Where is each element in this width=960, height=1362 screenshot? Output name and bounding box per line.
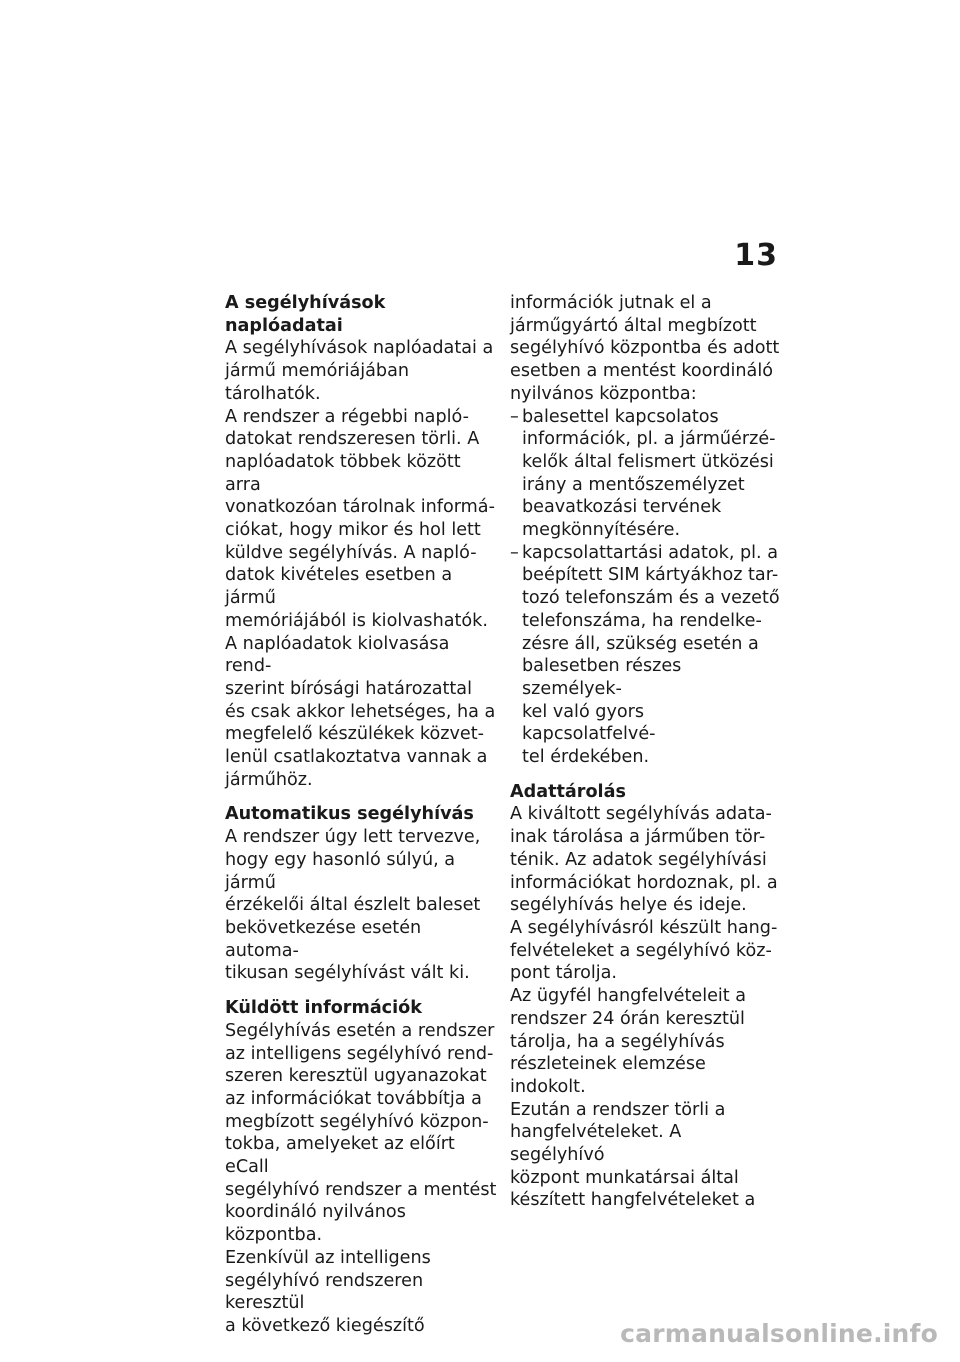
paragraph: A rendszer úgy lett tervezve, hogy egy hasonló súlyú, a jármű érzékelői által észlelt baleset bekövetkezése esetén automa- tikusan segélyhívást vált ki.	[225, 827, 481, 984]
paragraph: információk jutnak el a járműgyártó által megbízott segélyhívó központba és adott esetben a mentést koordináló nyilvános központba:	[510, 293, 780, 404]
watermark: carmanualsonline.info	[620, 1319, 938, 1348]
paragraph: Ezenkívül az intelligens segélyhívó rendszeren keresztül a következő kiegészítő	[225, 1247, 431, 1336]
paragraph: A segélyhívások naplóadatai a jármű memóriájában tárolhatók. A rendszer a régebbi napló- datokat rendszeresen törli. A naplóadatok többek között arra vonatkozóan tárolnak informá- ciókat, hogy mikor és hol lett küldve segélyhívás. A napló- datok kivételes esetben a jármű memóriájából is kiolvashatók.	[225, 338, 495, 631]
right-column	[510, 292, 780, 1212]
paragraph: A segélyhívásról készült hang- felvételeket a segélyhívó köz- pont tárolja.	[510, 917, 778, 984]
left-column	[225, 292, 497, 1338]
paragraph: Az ügyfél hangfelvételeit a rendszer 24 órán keresztül tárolja, ha a segélyhívás részleteinek elemzése indokolt. Ezután a rendszer törli a hangfelvételeket. A segélyhívó központ munkatársai által készített hangfelvételeket a	[510, 986, 756, 1211]
section-heading-data-storage: Adattárolás	[510, 781, 626, 802]
section-heading-sent-info: Küldött információk	[225, 998, 422, 1019]
section-heading-log-data: A segélyhívások naplóadatai	[225, 293, 386, 336]
section-heading-automatic-call: Automatikus segélyhívás	[225, 804, 474, 825]
list-item: – balesettel kapcsolatos információk, pl. a járműérzé- kelők által felismert ütközési irány a mentőszemélyzet beavatkozási tervének megkönnyítésére.	[510, 406, 780, 542]
page-number: 13	[734, 238, 778, 273]
paragraph: A kiváltott segélyhívás adata- inak tárolása a járműben tör- ténik. Az adatok segélyhívási információkat hordoznak, pl. a segélyhívás helye és ideje.	[510, 804, 778, 916]
paragraph: Segélyhívás esetén a rendszer az intelligens segélyhívó rend- szeren keresztül ugyanazokat az információkat továbbítja a megbízott segélyhívó közpon- tokba, amelyeket az előírt eCall segélyhívó rendszer a mentést koordináló nyilvános központba.	[225, 1020, 497, 1246]
list-item: – kapcsolattartási adatok, pl. a beépített SIM kártyákhoz tar- tozó telefonszám és a vezető telefonszáma, ha rendelke- zésre áll, szükség esetén a balesetben részes személyek- kel való gyors kapcsolatfelvé- tel érdekében.	[510, 542, 780, 769]
paragraph: A naplóadatok kiolvasása rend- szerint bírósági határozattal és csak akkor lehetséges, ha a megfelelő készülékek közvet- lenül csatlakoztatva vannak a járműhöz.	[225, 633, 496, 790]
